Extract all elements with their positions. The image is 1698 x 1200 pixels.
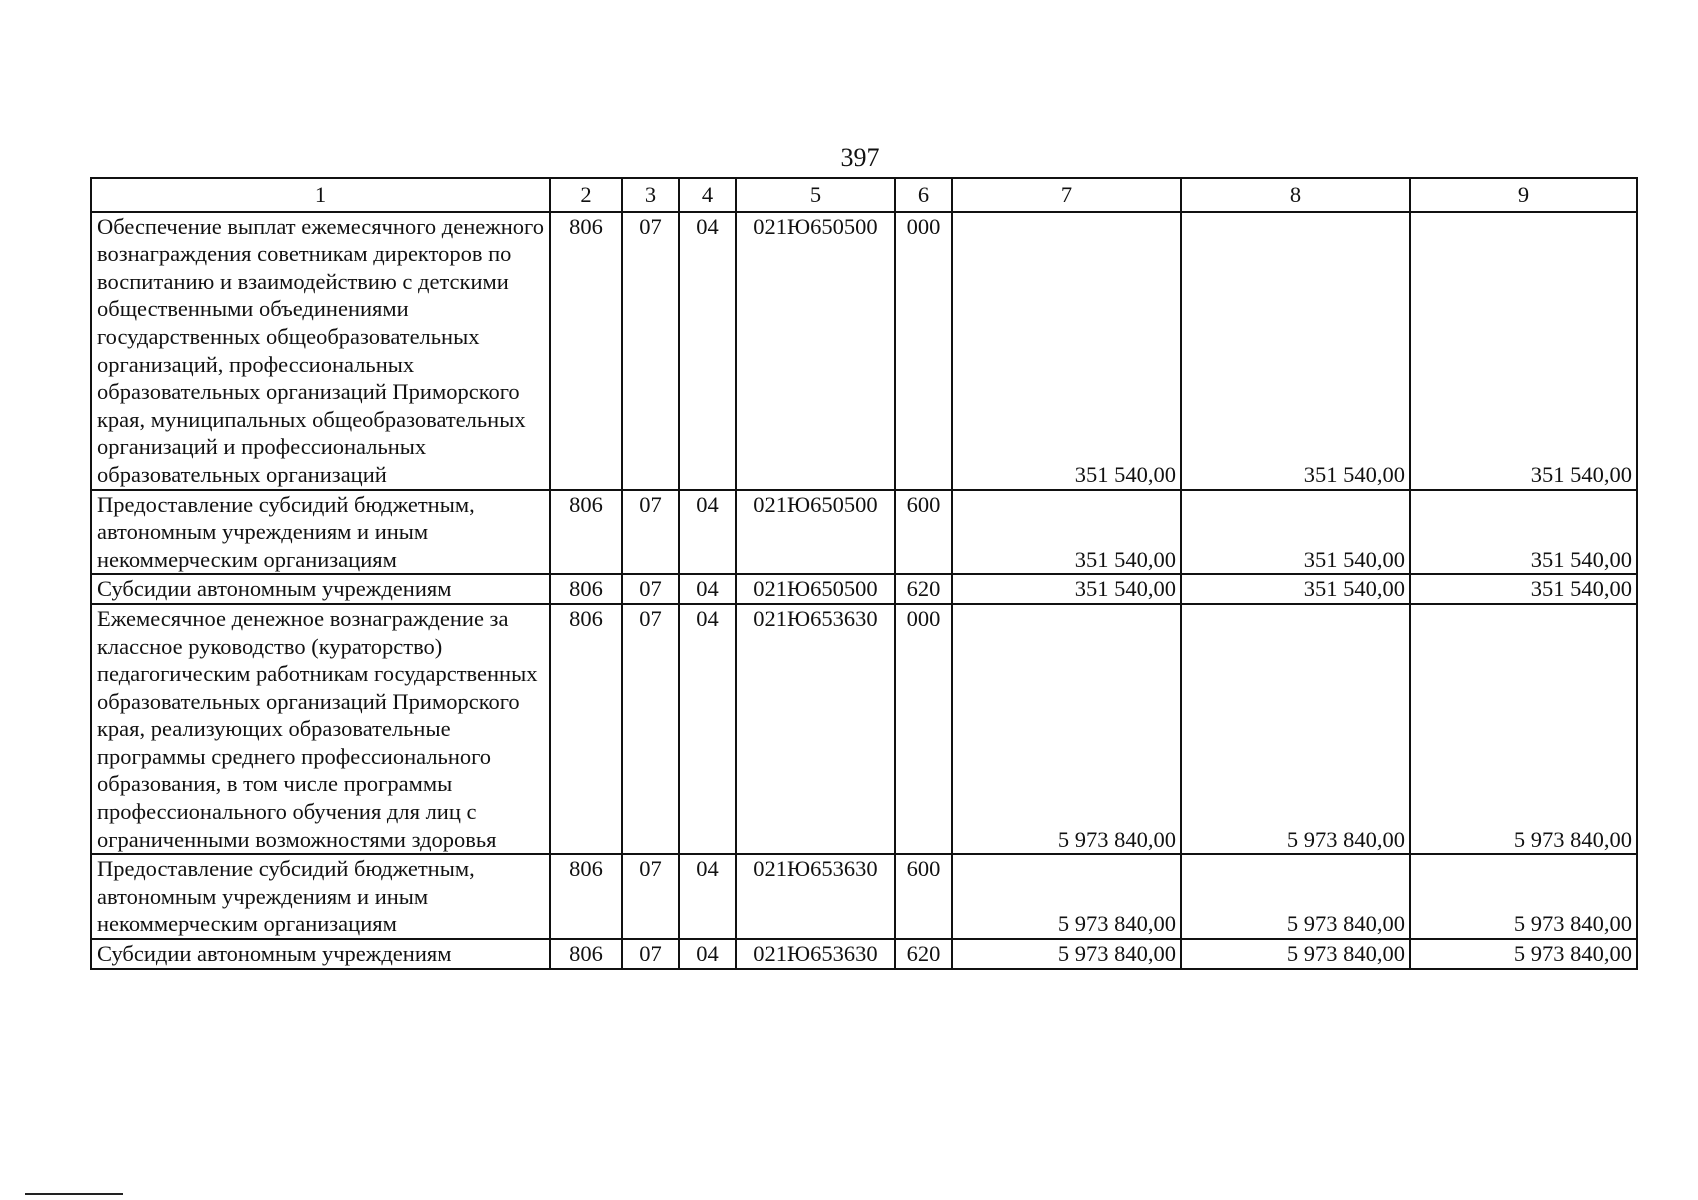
row-code-expense-type: 600 bbox=[895, 854, 952, 939]
row-code-ministry: 806 bbox=[550, 854, 622, 939]
table-row bbox=[91, 212, 1637, 490]
row-code-expense-type: 000 bbox=[895, 604, 952, 854]
row-description: Обеспечение выплат ежемесячного денежного вознаграждения советникам директоров по воспитанию и взаимодействию с детскими общественными объединениями государственных общеобразовательных организаций, профессиональных образовательных организаций Приморского края, муниципальных общеобразовательных организаций и профессиональных образовательных организаций bbox=[91, 212, 550, 490]
page-number: 397 bbox=[840, 143, 880, 172]
row-code-target: 021Ю650500 bbox=[736, 212, 895, 490]
header-col-3: 3 bbox=[622, 178, 679, 212]
table-body bbox=[91, 212, 1637, 969]
row-amount-col7: 5 973 840,00 bbox=[952, 854, 1181, 939]
row-code-subsection: 04 bbox=[679, 574, 736, 604]
row-amount-col9: 5 973 840,00 bbox=[1410, 939, 1637, 969]
row-description: Предоставление субсидий бюджетным, автономным учреждениям и иным некоммерческим организациям bbox=[91, 490, 550, 575]
row-code-subsection: 04 bbox=[679, 212, 736, 490]
row-amount-col8: 351 540,00 bbox=[1181, 490, 1410, 575]
header-col-9: 9 bbox=[1410, 178, 1637, 212]
footnote-divider bbox=[25, 1193, 123, 1195]
row-code-ministry: 806 bbox=[550, 490, 622, 575]
row-description: Субсидии автономным учреждениям bbox=[91, 574, 550, 604]
budget-table bbox=[90, 177, 1638, 970]
table-row bbox=[91, 490, 1637, 575]
row-amount-col9: 351 540,00 bbox=[1410, 212, 1637, 490]
row-description: Ежемесячное денежное вознаграждение за классное руководство (кураторство) педагогическим работникам государственных образовательных организаций Приморского края, реализующих образовательные программы среднего профессионального образования, в том числе программы профессионального обучения для лиц с ограниченными возможностями здоровья bbox=[91, 604, 550, 854]
header-row bbox=[91, 178, 1637, 212]
row-code-target: 021Ю653630 bbox=[736, 854, 895, 939]
row-code-subsection: 04 bbox=[679, 939, 736, 969]
row-code-expense-type: 000 bbox=[895, 212, 952, 490]
row-amount-col8: 351 540,00 bbox=[1181, 212, 1410, 490]
row-code-target: 021Ю650500 bbox=[736, 574, 895, 604]
table-header bbox=[91, 178, 1637, 212]
table-row bbox=[91, 574, 1637, 604]
table-row bbox=[91, 939, 1637, 969]
row-description: Субсидии автономным учреждениям bbox=[91, 939, 550, 969]
row-amount-col7: 5 973 840,00 bbox=[952, 939, 1181, 969]
row-amount-col9: 351 540,00 bbox=[1410, 574, 1637, 604]
row-amount-col7: 351 540,00 bbox=[952, 212, 1181, 490]
row-amount-col9: 5 973 840,00 bbox=[1410, 604, 1637, 854]
row-code-section: 07 bbox=[622, 212, 679, 490]
row-code-section: 07 bbox=[622, 939, 679, 969]
header-col-6: 6 bbox=[895, 178, 952, 212]
row-amount-col7: 5 973 840,00 bbox=[952, 604, 1181, 854]
header-col-4: 4 bbox=[679, 178, 736, 212]
row-amount-col7: 351 540,00 bbox=[952, 574, 1181, 604]
row-code-subsection: 04 bbox=[679, 490, 736, 575]
row-amount-col8: 5 973 840,00 bbox=[1181, 939, 1410, 969]
row-amount-col8: 5 973 840,00 bbox=[1181, 604, 1410, 854]
row-code-target: 021Ю653630 bbox=[736, 604, 895, 854]
row-code-target: 021Ю650500 bbox=[736, 490, 895, 575]
header-col-1: 1 bbox=[91, 178, 550, 212]
row-code-section: 07 bbox=[622, 490, 679, 575]
row-amount-col7: 351 540,00 bbox=[952, 490, 1181, 575]
row-code-section: 07 bbox=[622, 854, 679, 939]
row-code-subsection: 04 bbox=[679, 854, 736, 939]
row-code-subsection: 04 bbox=[679, 604, 736, 854]
row-amount-col8: 351 540,00 bbox=[1181, 574, 1410, 604]
table-row bbox=[91, 604, 1637, 854]
header-col-2: 2 bbox=[550, 178, 622, 212]
row-amount-col9: 351 540,00 bbox=[1410, 490, 1637, 575]
row-code-ministry: 806 bbox=[550, 212, 622, 490]
header-col-7: 7 bbox=[952, 178, 1181, 212]
row-code-ministry: 806 bbox=[550, 604, 622, 854]
row-code-expense-type: 620 bbox=[895, 574, 952, 604]
row-code-section: 07 bbox=[622, 574, 679, 604]
row-description: Предоставление субсидий бюджетным, автономным учреждениям и иным некоммерческим организациям bbox=[91, 854, 550, 939]
row-amount-col8: 5 973 840,00 bbox=[1181, 854, 1410, 939]
row-code-expense-type: 600 bbox=[895, 490, 952, 575]
header-col-5: 5 bbox=[736, 178, 895, 212]
row-code-section: 07 bbox=[622, 604, 679, 854]
row-code-ministry: 806 bbox=[550, 574, 622, 604]
table-row bbox=[91, 854, 1637, 939]
row-code-ministry: 806 bbox=[550, 939, 622, 969]
row-amount-col9: 5 973 840,00 bbox=[1410, 854, 1637, 939]
row-code-target: 021Ю653630 bbox=[736, 939, 895, 969]
row-code-expense-type: 620 bbox=[895, 939, 952, 969]
header-col-8: 8 bbox=[1181, 178, 1410, 212]
